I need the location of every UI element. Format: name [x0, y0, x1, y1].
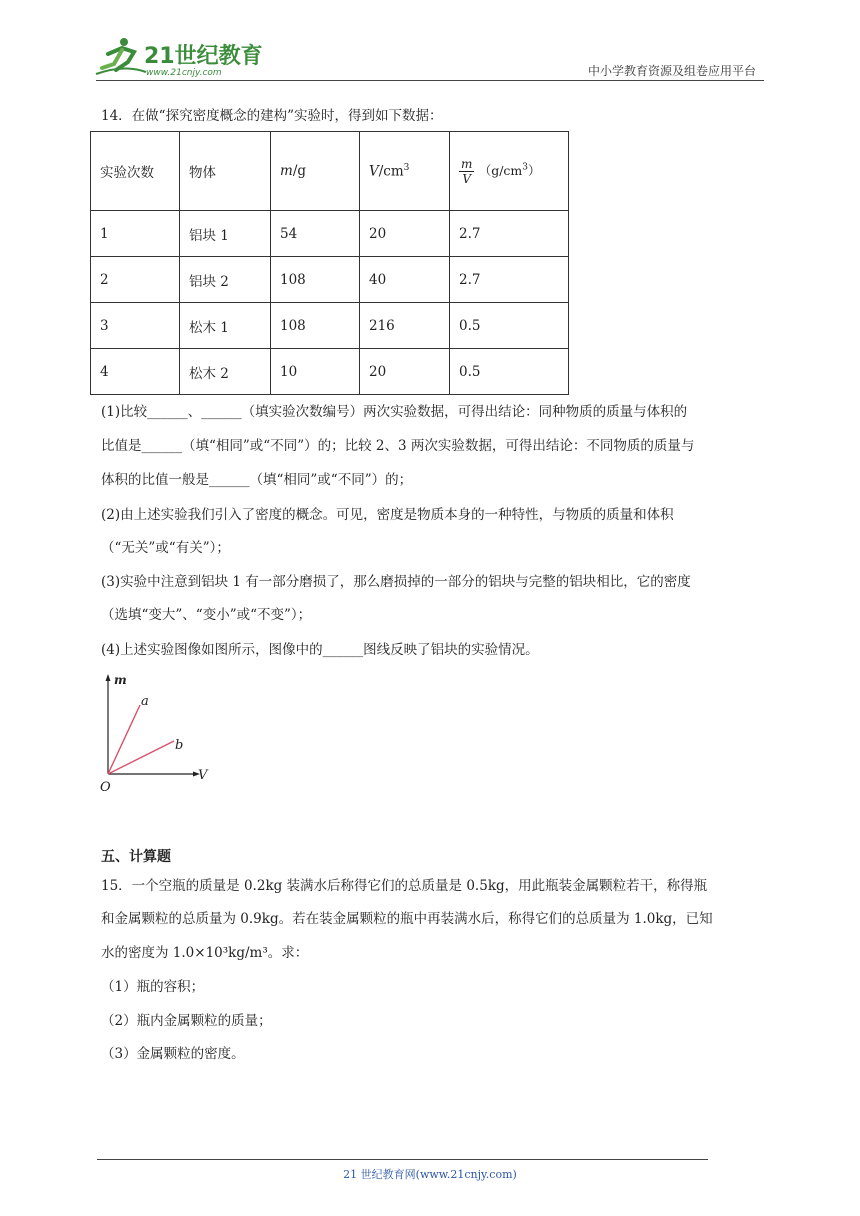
header-mass — [271, 132, 360, 211]
ratio-denominator: V — [462, 171, 472, 186]
q15-line3: 水的密度为 1.0×10³kg/m³。求： — [101, 945, 309, 961]
table-row — [91, 257, 569, 303]
data-table — [90, 131, 569, 395]
q15-line2: 和金属颗粒的总质量为 0.9kg。若在装金属颗粒的瓶中再装满水后，称得它们的总质量为 1.0kg，已知 — [101, 911, 713, 927]
q14-part4: (4)上述实验图像如图所示，图像中的______图线反映了铝块的实验情况。 — [101, 642, 539, 658]
table-row — [91, 349, 569, 395]
table-cell: 216 — [360, 303, 450, 349]
mass-var: m — [280, 163, 293, 179]
ratio-unit: （g/cm — [478, 162, 523, 178]
mass-volume-graph — [98, 670, 213, 798]
origin-label: O — [100, 780, 111, 795]
logo-text: 21世纪教育 — [144, 44, 263, 69]
table-header-row — [91, 132, 569, 211]
header-ratio — [450, 132, 569, 211]
site-logo — [94, 34, 269, 78]
line-a — [108, 705, 140, 774]
header-volume — [360, 132, 450, 211]
table-cell: 铝块 1 — [180, 211, 271, 257]
table-cell: 20 — [360, 211, 450, 257]
table-cell: 松木 1 — [180, 303, 271, 349]
q14-part1-line3: 体积的比值一般是______（填“相同”或“不同”）的； — [101, 472, 413, 488]
table-cell: 铝块 2 — [180, 257, 271, 303]
header-trial: 实验次数 — [91, 132, 180, 211]
table-cell: 4 — [91, 349, 180, 395]
q14-part3-line1: (3)实验中注意到铝块 1 有一部分磨损了，那么磨损掉的一部分的铝块与完整的铝块相比，它的密度 — [101, 574, 691, 590]
mass-unit: /g — [292, 163, 307, 179]
y-axis-label: m — [114, 673, 127, 687]
y-axis-arrow — [106, 674, 111, 681]
q14-part2-line1: (2)由上述实验我们引入了密度的概念。可见，密度是物质本身的一种特性，与物质的质量和体积 — [101, 507, 674, 523]
table-cell: 2.7 — [450, 257, 569, 303]
table-cell: 2 — [91, 257, 180, 303]
q15-sub2: （2）瓶内金属颗粒的质量； — [101, 1013, 272, 1029]
logo-url: www.21cnjy.com — [146, 68, 222, 78]
table-row — [91, 303, 569, 349]
section-title: 五、计算题 — [101, 849, 171, 865]
header-object: 物体 — [180, 132, 271, 211]
q14-part2-line2: （“无关”或“有关”）； — [101, 540, 230, 556]
table-cell: 0.5 — [450, 303, 569, 349]
table-cell: 40 — [360, 257, 450, 303]
line-a-label: a — [141, 694, 149, 709]
line-b-label: b — [175, 738, 184, 753]
footer-divider — [97, 1159, 708, 1160]
header-divider — [96, 80, 764, 81]
q14-part1-line1: (1)比较______、______（填实验次数编号）两次实验数据，可得出结论：同种物质的质量与体积的 — [101, 404, 688, 420]
platform-name: 中小学教育资源及组卷应用平台 — [587, 64, 756, 78]
ratio-close: ） — [528, 162, 541, 178]
q14-intro: 14．在做“探究密度概念的建构”实验时，得到如下数据： — [101, 108, 443, 124]
ratio-fraction — [459, 157, 474, 186]
table-cell: 20 — [360, 349, 450, 395]
table-cell: 0.5 — [450, 349, 569, 395]
ratio-exp: 3 — [522, 162, 528, 172]
q14-part1-line2: 比值是______（填“相同”或“不同”）的；比较 2、3 两次实验数据，可得出结论：不同物质的质量与 — [101, 438, 695, 454]
footer-link[interactable]: 21 世纪教育网(www.21cnjy.com) — [343, 1168, 517, 1181]
table-cell: 1 — [91, 211, 180, 257]
table-cell: 108 — [271, 257, 360, 303]
table-cell: 2.7 — [450, 211, 569, 257]
q15-sub3: （3）金属颗粒的密度。 — [101, 1046, 245, 1062]
ratio-numerator: m — [461, 156, 473, 171]
q15-line1: 15．一个空瓶的质量是 0.2kg 装满水后称得它们的总质量是 0.5kg，用此瓶装金属颗粒若干，称得瓶 — [101, 878, 708, 894]
table-cell: 3 — [91, 303, 180, 349]
q15-sub1: （1）瓶的容积； — [101, 979, 205, 995]
table-cell: 54 — [271, 211, 360, 257]
volume-var: V — [369, 163, 379, 180]
x-axis-label: V — [198, 768, 208, 783]
line-b — [108, 741, 174, 774]
volume-exp: 3 — [403, 162, 410, 173]
logo-graphic — [94, 34, 269, 78]
table-cell: 松木 2 — [180, 349, 271, 395]
table-cell: 108 — [271, 303, 360, 349]
table-row — [91, 211, 569, 257]
q14-part3-line2: （选填“变大”、“变小”或“不变”）； — [101, 607, 312, 623]
table-cell: 10 — [271, 349, 360, 395]
volume-unit: /cm — [378, 163, 404, 180]
